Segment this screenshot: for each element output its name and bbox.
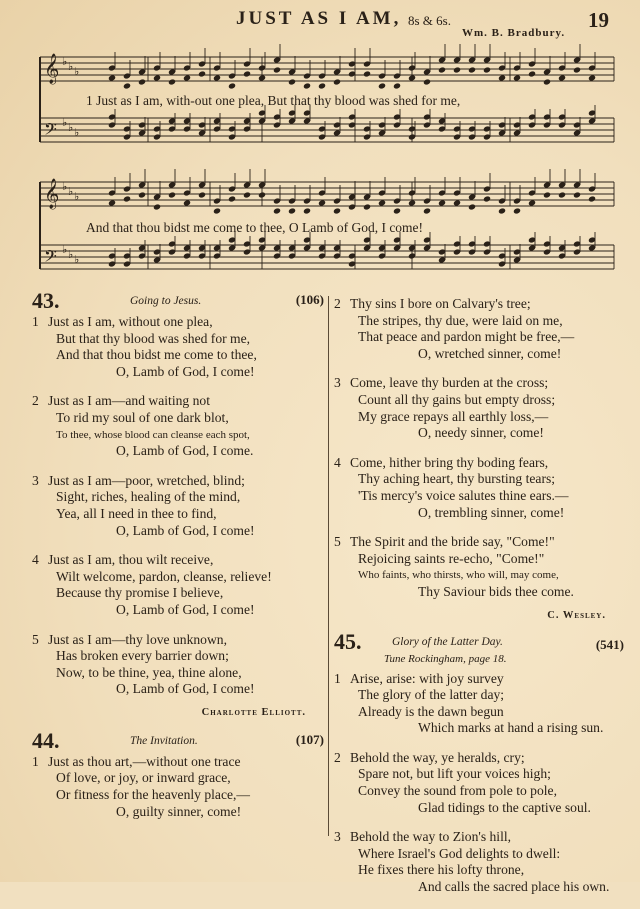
svg-text:♭: ♭ [68, 121, 74, 134]
hymn-title: Going to Jesus. [130, 295, 202, 307]
verse-number: 4 [334, 454, 341, 470]
right-column [334, 296, 624, 909]
verse-line: Sight, riches, healing of the mind, [56, 489, 241, 505]
verse [334, 829, 624, 895]
verse-line: To thee, whose blood can cleanse each spot, [56, 428, 250, 441]
svg-text:♭: ♭ [68, 248, 74, 261]
verse-number: 5 [32, 631, 39, 647]
hymn-title: The Invitation. [130, 734, 198, 747]
verse-line: Already is the dawn begun [358, 703, 504, 719]
verse-line: Convey the sound from pole to pole, [358, 783, 557, 799]
left-column [32, 288, 324, 833]
verse [32, 632, 324, 698]
verse-line: Glad tidings to the captive soul. [418, 799, 591, 815]
verse-line: Just as thou art,—without one trace [48, 753, 241, 769]
verse-number: 3 [334, 375, 341, 391]
verse [334, 455, 624, 521]
verse-line: Come, hither bring thy boding fears, [350, 454, 549, 470]
verse [334, 375, 624, 441]
verse-line: Just as I am—and waiting not [48, 393, 210, 409]
svg-text:♭: ♭ [68, 60, 74, 73]
verse [32, 754, 324, 820]
verse-line: Because thy promise I believe, [56, 585, 224, 601]
verse [334, 296, 624, 362]
svg-text:♭: ♭ [62, 55, 68, 68]
verse-number: 2 [334, 296, 341, 311]
verse-line: My grace repays all earthly loss,— [358, 408, 549, 424]
verse-line: Spare not, but lift your voices high; [358, 766, 551, 782]
hymn-author: Charlotte Elliott. [201, 706, 306, 718]
svg-text:𝄢: 𝄢 [44, 246, 57, 270]
hymn-number: 44. [32, 727, 60, 753]
hymn-44-verses [32, 754, 324, 820]
verse-line: The stripes, thy due, were laid on me, [358, 312, 563, 328]
svg-text:𝄢: 𝄢 [44, 119, 57, 143]
hymn-reference: (107) [295, 731, 324, 747]
verse [334, 534, 624, 600]
verse-line: And calls the sacred place his own. [418, 879, 610, 895]
verse-line: Now, to be thine, yea, thine alone, [56, 664, 242, 680]
verse-line: O, Lamb of God, I come. [116, 443, 254, 459]
verse-line: Just as I am—thy love unknown, [48, 631, 227, 647]
verse-line: Or fitness for the heavenly place,— [56, 787, 251, 803]
verse [32, 393, 324, 459]
verse [32, 552, 324, 618]
verse-line: Of love, or joy, or inward grace, [56, 770, 231, 786]
hymn-45-verses [334, 671, 624, 896]
verse-line: O, trembling sinner, come! [418, 504, 565, 520]
verse-line: He fixes there his lofty throne, [358, 862, 525, 878]
svg-text:♭: ♭ [62, 116, 68, 129]
verse-line: Has broken every barrier down; [56, 648, 229, 664]
tune-reference: Tune Rockingham, page 18. [384, 652, 507, 665]
verse-line: Just as I am—poor, wretched, blind; [48, 472, 245, 488]
verse [32, 473, 324, 539]
verse-line: And that thou bidst me come to thee, [56, 347, 257, 363]
verse-line: Come, leave thy burden at the cross; [350, 375, 549, 391]
svg-text:♭: ♭ [62, 243, 68, 256]
verse-line: Who faints, who thirsts, who will, may come, [358, 569, 559, 582]
verse-line: Rejoicing saints re-echo, "Come!" [358, 550, 545, 566]
verse-line: That peace and pardon might be free,— [358, 329, 575, 345]
verse-line: The Spirit and the bride say, "Come!" [350, 534, 555, 550]
svg-text:𝄞: 𝄞 [44, 179, 60, 209]
verse-line: Thy sins I bore on Calvary's tree; [350, 296, 531, 311]
verse-line: O, wretched sinner, come! [418, 345, 562, 361]
svg-text:♭: ♭ [74, 65, 80, 78]
verse-line: Where Israel's God delights to dwell: [358, 845, 561, 861]
hymn-author: C. Wesley. [547, 609, 606, 621]
verse-number: 1 [32, 753, 39, 769]
music-notation [0, 0, 640, 290]
verse-number: 3 [32, 472, 39, 488]
hymn-reference: (106) [295, 292, 324, 307]
verse-number: 5 [334, 534, 341, 550]
verse-line: But that thy blood was shed for me, [56, 330, 251, 346]
verse-line: Which marks at hand a rising sun. [418, 720, 604, 736]
verse-line: O, needy sinner, come! [418, 425, 544, 441]
column-divider [328, 296, 329, 836]
verse-line: Thy Saviour bids thee come. [418, 583, 574, 599]
verse-line: Yea, all I need in thee to find, [56, 505, 217, 521]
hymn-number: 45. [334, 628, 362, 654]
verse-line: Behold the way, ye heralds, cry; [350, 749, 525, 765]
hymn-reference: (541) [595, 636, 624, 652]
verse-line: Just as I am, thou wilt receive, [48, 552, 214, 568]
verse-number: 4 [32, 552, 39, 568]
verse-line: O, Lamb of God, I come! [116, 363, 255, 379]
verse-line: Just as I am, without one plea, [48, 314, 213, 329]
verse-line: To rid my soul of one dark blot, [56, 409, 229, 425]
svg-text:♭: ♭ [62, 180, 68, 193]
hymn-43-header [32, 288, 324, 314]
page-number: 19 [588, 8, 609, 32]
music-lyrics-line-1: 1 Just as I am, with-out one plea, But that thy blood was shed for me, [86, 93, 461, 108]
verse-number: 2 [32, 393, 39, 409]
hymn-44-header [32, 727, 324, 754]
svg-text:♭: ♭ [74, 190, 80, 203]
verse-line: O, Lamb of God, I come! [116, 681, 255, 697]
verse [334, 750, 624, 816]
verse-line: Thy aching heart, thy bursting tears; [358, 471, 556, 487]
verse-number: 1 [334, 670, 341, 686]
hymn-43-verses [32, 314, 324, 698]
verse-line: Wilt welcome, pardon, cleanse, relieve! [56, 568, 272, 584]
svg-text:♭: ♭ [68, 185, 74, 198]
svg-text:♭: ♭ [74, 126, 80, 139]
composer-credit: Wm. B. Bradbury. [462, 27, 566, 39]
verse-line: O, Lamb of God, I come! [116, 601, 255, 617]
hymn-number: 43. [32, 288, 60, 313]
meter-label: 8s & 6s. [408, 13, 451, 28]
verse-number: 1 [32, 314, 39, 329]
verse-line: Arise, arise: with joy survey [350, 670, 504, 686]
verse-number: 2 [334, 749, 341, 765]
verse-line: O, guilty sinner, come! [116, 803, 242, 819]
verse-line: O, Lamb of God, I come! [116, 522, 255, 538]
hymn-43-continued-verses [334, 296, 624, 601]
verse [32, 314, 324, 380]
music-lyrics-line-2: And that thou bidst me come to thee, O Lamb of God, I come! [86, 220, 424, 235]
hymn-45-header [334, 628, 624, 671]
verse-line: The glory of the latter day; [358, 687, 505, 703]
verse [334, 671, 624, 737]
verse-line: 'Tis mercy's voice salutes thine ears.— [358, 487, 569, 503]
verse-number: 3 [334, 829, 341, 845]
svg-text:𝄞: 𝄞 [44, 54, 60, 84]
hymn-tune-title: JUST AS I AM, [236, 8, 402, 29]
svg-text:♭: ♭ [74, 253, 80, 266]
verse-line: Behold the way to Zion's hill, [350, 829, 512, 845]
hymn-title: Glory of the Latter Day. [392, 635, 503, 648]
verse-line: Count all thy gains but empty dross; [358, 391, 556, 407]
